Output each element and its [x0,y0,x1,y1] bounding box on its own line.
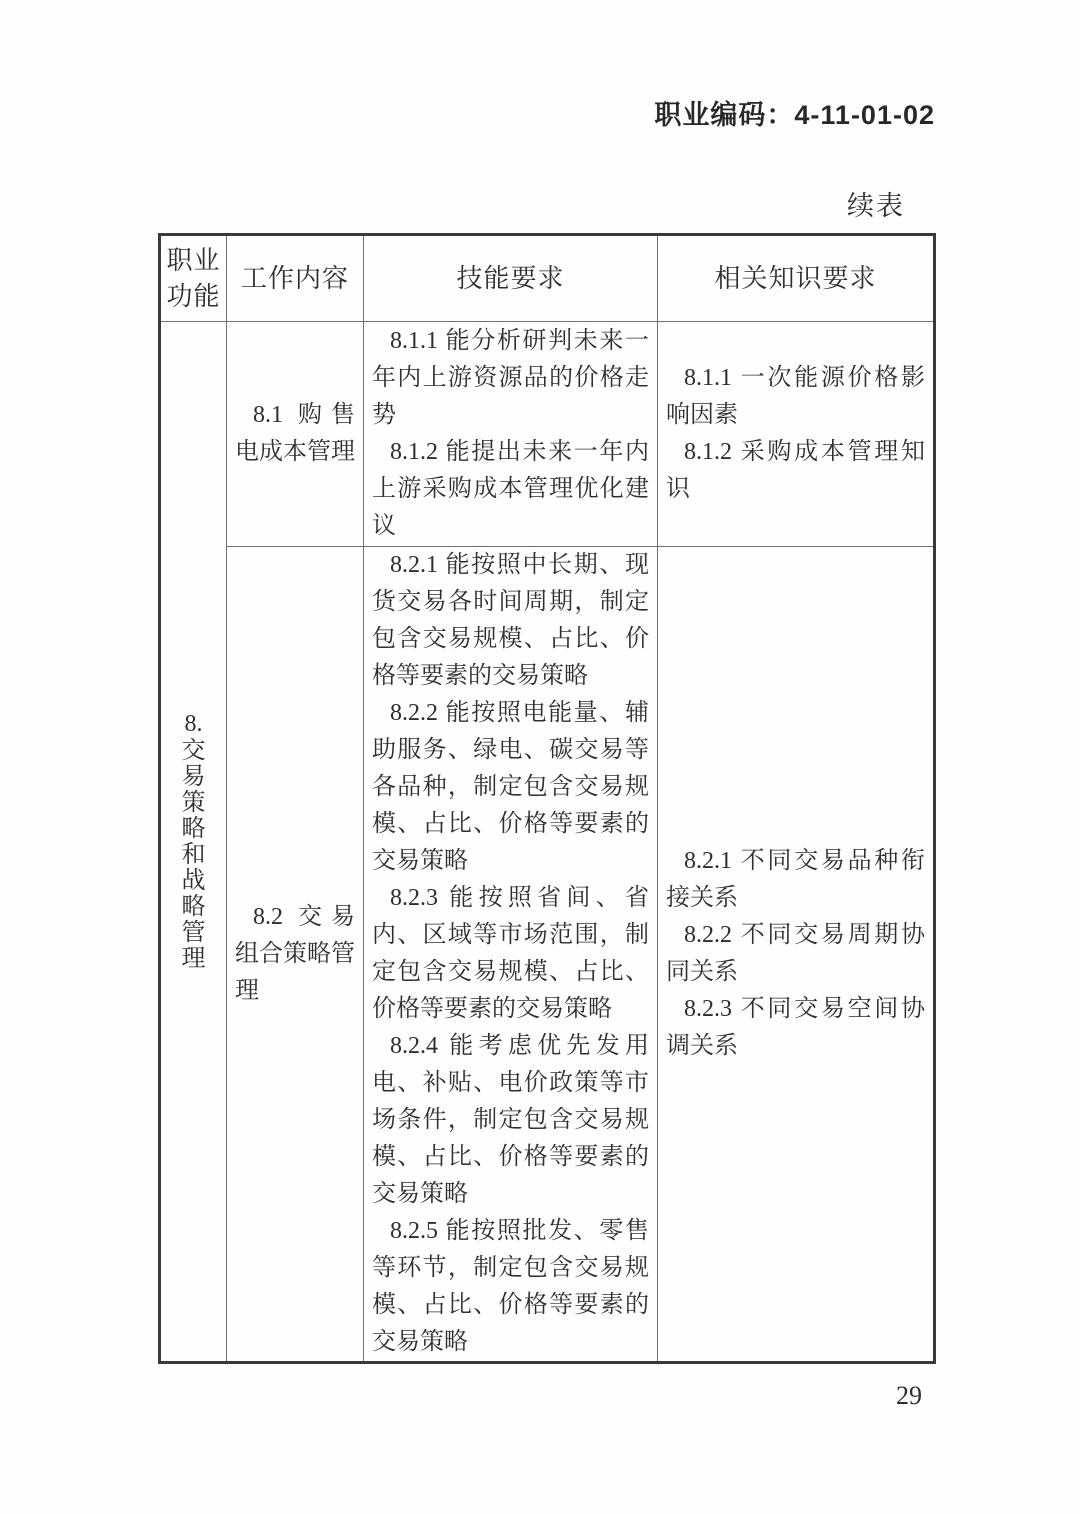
page-number: 29 [896,1381,922,1410]
knowledge-item: 8.2.2 不同交易周期协同关系 [666,922,925,985]
occupational-function-cell [160,322,227,1363]
column-header-skill-requirements: 技能要求 [364,235,658,322]
function-name-vertical: 交 易 策 略 和 战 略 管 理 [181,738,206,972]
work-content-cell-8-1 [227,322,364,547]
work-content-cell-8-2 [227,547,364,1363]
skill-item: 8.2.1 能按照中长期、现货交易各时间周期，制定包含交易规模、占比、价格等要素的交易策略 [372,552,649,689]
table-row [160,547,935,1363]
work-content-8-2: 8.2 交易组合策略管理 [235,903,355,1004]
column-header-occupational-function: 职业功能 [160,235,227,322]
skill-item: 8.2.4 能考虑优先发用电、补贴、电价政策等市场条件，制定包含交易规模、占比、价格等要素的交易策略 [372,1033,649,1207]
column-header-work-content: 工作内容 [227,235,364,322]
function-number: 8. [184,711,203,737]
skill-item: 8.1.1 能分析研判未来一年内上游资源品的价格走势 [372,328,649,428]
skills-cell-8-1 [364,322,658,547]
occupation-code-header: 职业编码：4-11-01-02 [654,100,935,130]
table-header-row [160,235,935,322]
continued-table-label: 续表 [847,191,905,221]
skill-item: 8.1.2 能提出未来一年内上游采购成本管理优化建议 [372,439,649,539]
knowledge-item: 8.1.1 一次能源价格影响因素 [666,365,925,428]
skills-cell-8-2 [364,547,658,1363]
skill-item: 8.2.5 能按照批发、零售等环节，制定包含交易规模、占比、价格等要素的交易策略 [372,1218,649,1355]
column-header-knowledge-requirements: 相关知识要求 [658,235,935,322]
skill-item: 8.2.3 能按照省间、省内、区域等市场范围，制定包含交易规模、占比、价格等要素的交易策略 [372,885,649,1022]
knowledge-cell-8-2 [658,547,935,1363]
knowledge-item: 8.1.2 采购成本管理知识 [666,439,925,502]
occupational-standard-table [158,233,936,1364]
knowledge-cell-8-1 [658,322,935,547]
knowledge-item: 8.2.3 不同交易空间协调关系 [666,996,925,1059]
function-vertical-text [163,711,224,972]
skill-item: 8.2.2 能按照电能量、辅助服务、绿电、碳交易等各品种，制定包含交易规模、占比、价格等要素的交易策略 [372,700,649,874]
table-row [160,322,935,547]
knowledge-item: 8.2.1 不同交易品种衔接关系 [666,848,925,911]
work-content-8-1: 8.1 购售电成本管理 [235,402,355,465]
